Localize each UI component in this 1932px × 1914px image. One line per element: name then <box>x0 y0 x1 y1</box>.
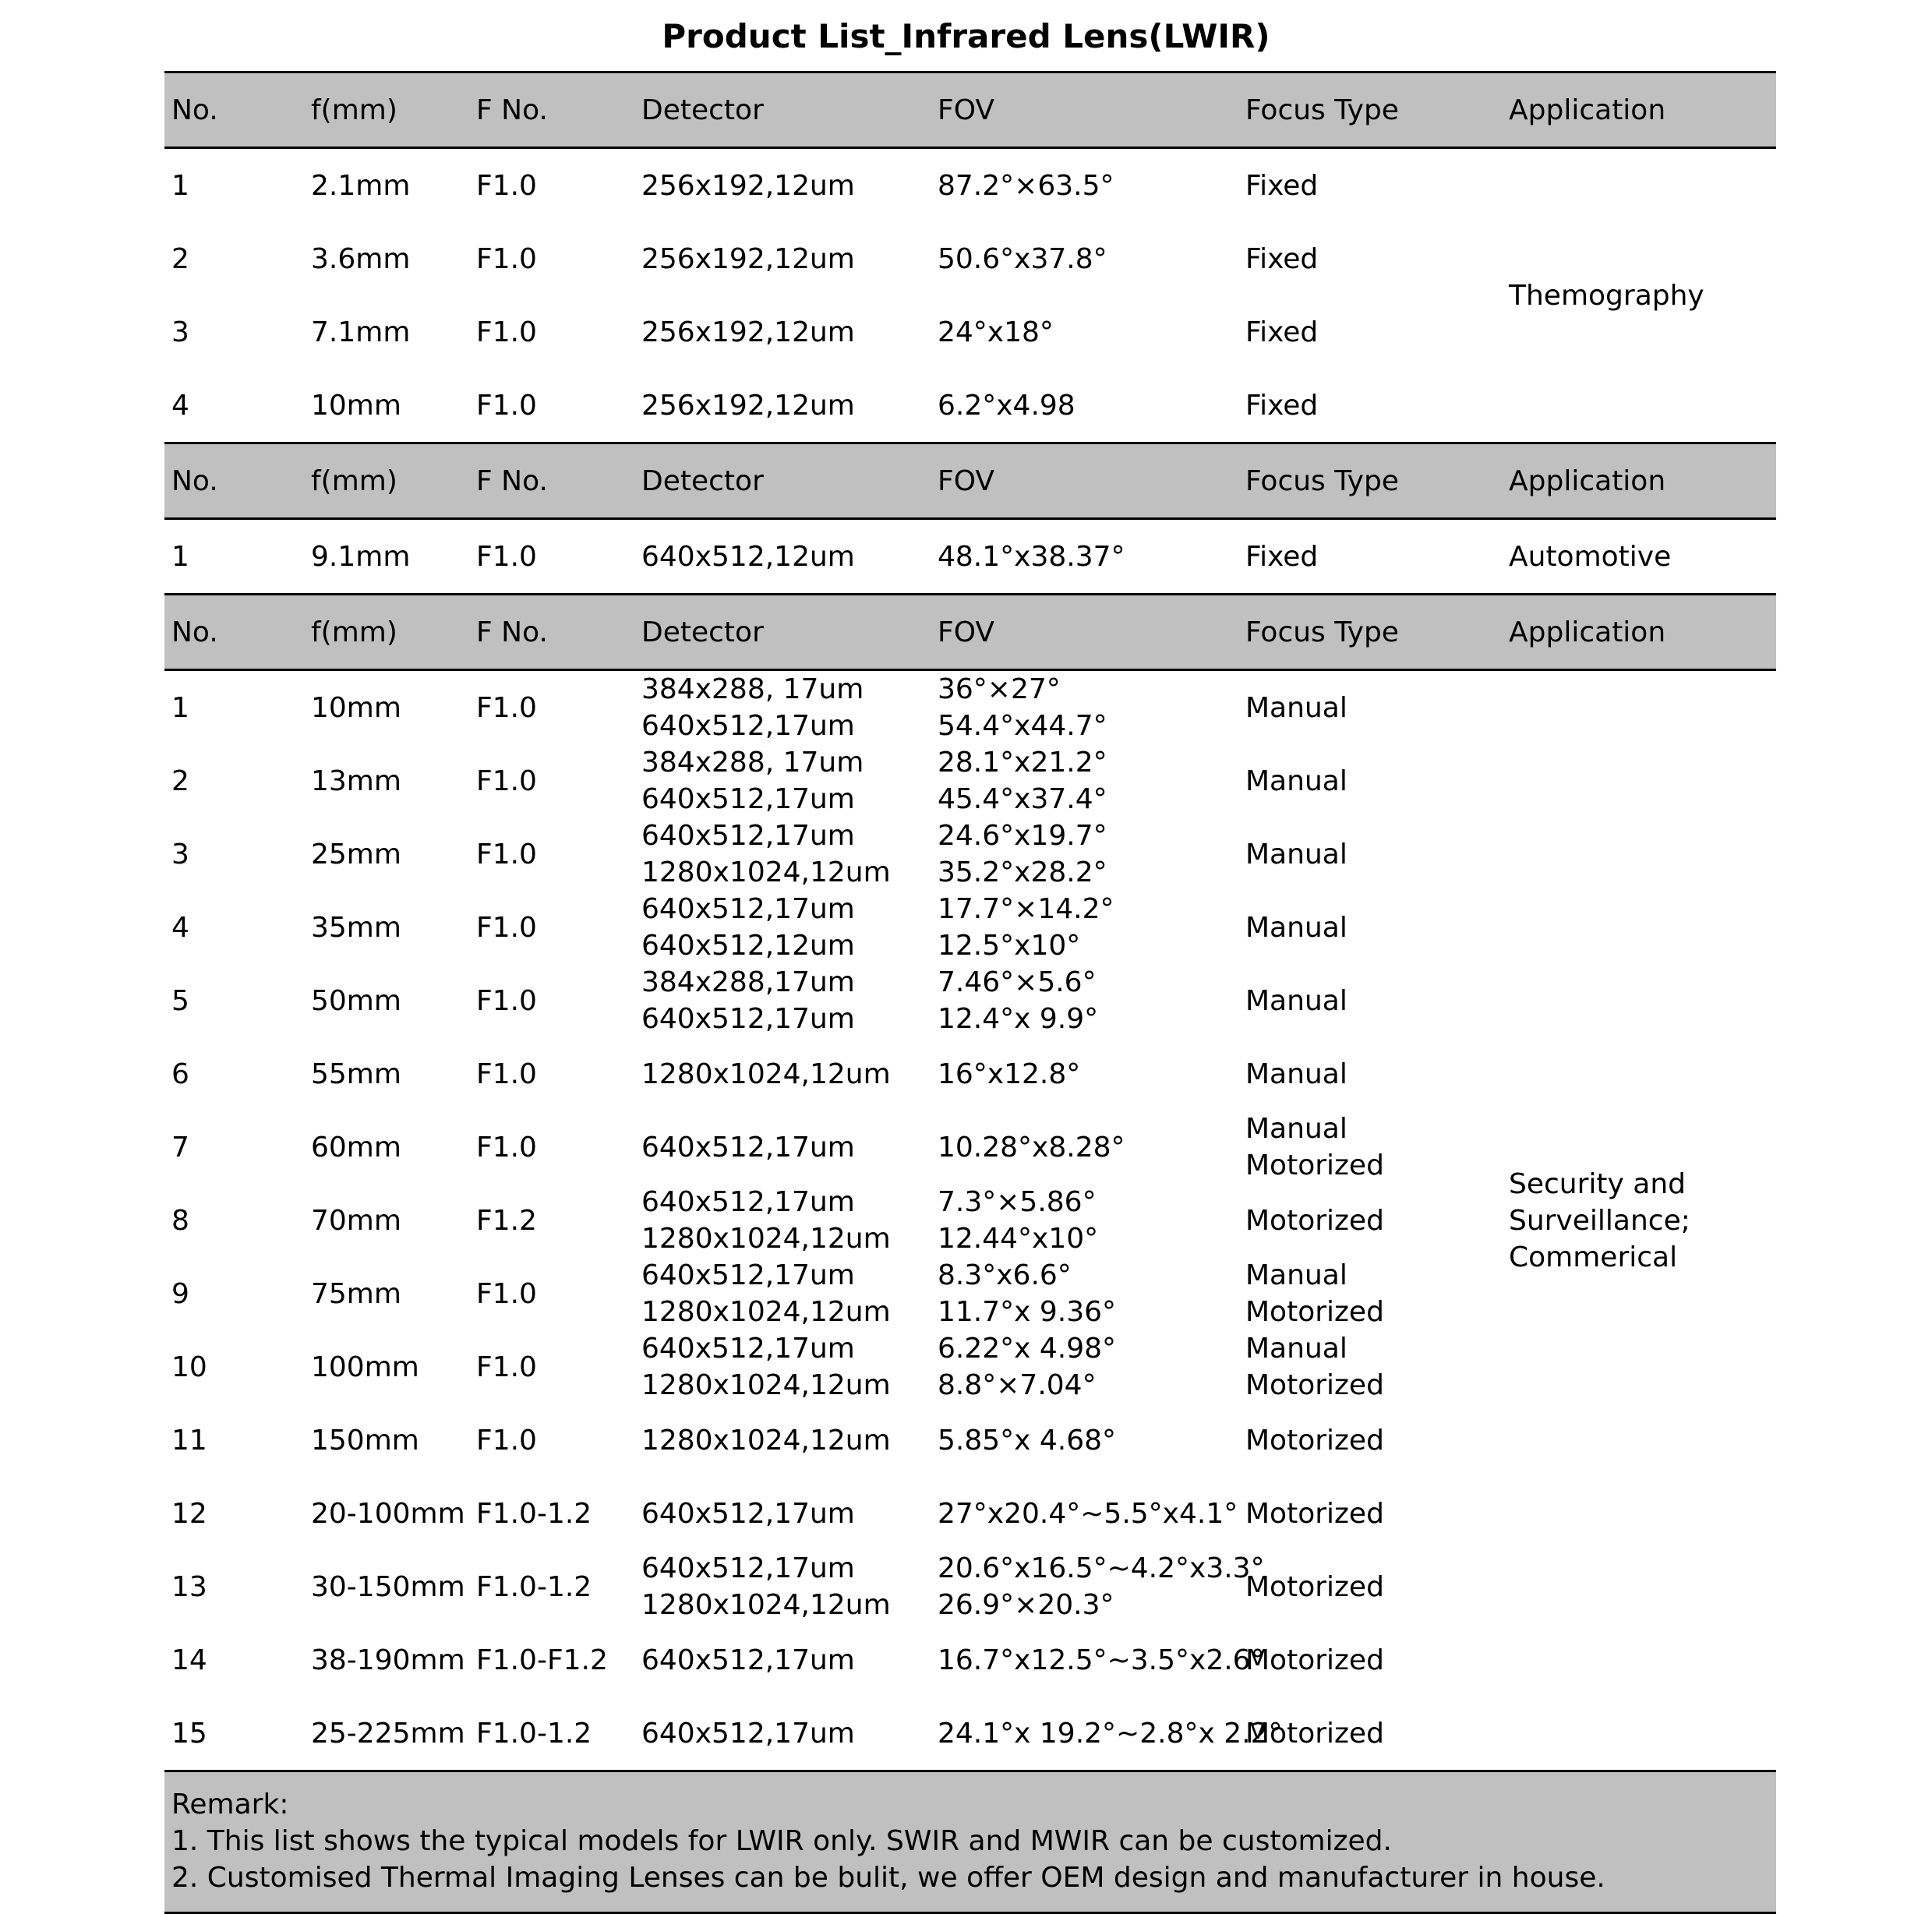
cell-focal-length: 150mm <box>311 1424 419 1457</box>
header-col-application: Application <box>1502 595 1776 670</box>
cell-focus-type <box>1238 148 1502 223</box>
cell-focus-type <box>1238 295 1502 369</box>
cell-focus-type-line: Manual <box>1245 838 1347 870</box>
cell-focal-length: 70mm <box>311 1204 401 1237</box>
cell-detector-line: 640x512,17um <box>641 820 855 852</box>
cell-detector-line: 640x512,17um <box>641 1333 855 1365</box>
cell-focus-type-line: Motorized <box>1245 1149 1384 1181</box>
cell-focus-type <box>1238 1257 1502 1330</box>
cell-focus-type <box>1238 964 1502 1037</box>
cell-fov-line: 48.1°x38.37° <box>938 540 1125 573</box>
cell-fov <box>931 1477 1238 1550</box>
cell-focus-type <box>1238 891 1502 964</box>
cell-focus-type-line: Fixed <box>1245 389 1319 422</box>
cell-focus-type-line: Motorized <box>1245 1424 1384 1457</box>
cell-focal-length: 35mm <box>311 911 401 944</box>
cell-fov <box>931 1697 1283 1771</box>
cell-application <box>1502 670 1776 1771</box>
cell-detector <box>634 295 931 369</box>
cell-fov-line: 7.46°×5.6° <box>938 966 1097 998</box>
cell-fov-line: 24°x18° <box>938 316 1054 348</box>
cell-fov-line: 45.4°x37.4° <box>938 783 1107 815</box>
cell-focal-length: 25-225mm <box>311 1717 465 1750</box>
cell-fov <box>931 1111 1238 1184</box>
cell-focus-type-line: Manual <box>1245 1113 1347 1145</box>
cell-focus-type-line: Motorized <box>1245 1497 1384 1530</box>
cell-fov-line: 24.6°x19.7° <box>938 820 1107 852</box>
cell-fov-line: 26.9°×20.3° <box>938 1589 1114 1621</box>
cell-fov-line: 24.1°x 19.2°~2.8°x 2.2° <box>938 1717 1283 1750</box>
cell-detector-line: 640x512,17um <box>641 1497 855 1530</box>
cell-focus-type-line: Manual <box>1245 1259 1347 1291</box>
cell-focal-length: 13mm <box>311 765 401 797</box>
cell-fov <box>931 1257 1238 1330</box>
cell-focus-type <box>1238 670 1502 745</box>
remark-row <box>164 1771 1776 1913</box>
cell-detector <box>634 148 931 223</box>
cell-focus-type-line: Manual <box>1245 911 1347 944</box>
cell-detector <box>634 1623 931 1697</box>
cell-focus-type <box>1238 519 1502 595</box>
cell-fov-line: 5.85°x 4.68° <box>938 1424 1117 1457</box>
cell-fov <box>931 1330 1238 1404</box>
cell-detector <box>634 964 931 1037</box>
cell-no: 2 <box>171 242 189 275</box>
cell-focus-type-line: Manual <box>1245 1333 1347 1365</box>
cell-detector-line: 1280x1024,12um <box>641 1369 891 1401</box>
cell-fov <box>931 222 1238 295</box>
cell-f-number: F1.0-F1.2 <box>476 1644 608 1676</box>
cell-no: 6 <box>171 1058 189 1090</box>
cell-detector-line: 1280x1024,12um <box>641 1223 891 1255</box>
header-col-focal-length: f(mm) <box>304 72 469 148</box>
cell-fov <box>931 1037 1238 1111</box>
cell-focus-type <box>1238 1477 1502 1550</box>
cell-focal-length: 20-100mm <box>311 1497 465 1530</box>
header-row <box>164 72 1776 148</box>
cell-fov <box>931 369 1238 443</box>
cell-focus-type <box>1238 1184 1502 1257</box>
cell-application: Automotive <box>1509 540 1672 573</box>
cell-detector <box>634 1257 931 1330</box>
cell-detector-line: 1280x1024,12um <box>641 856 891 888</box>
cell-fov <box>931 148 1238 223</box>
cell-detector-line: 640x512,17um <box>641 1259 855 1291</box>
cell-detector-line: 1280x1024,12um <box>641 1058 891 1090</box>
cell-f-number: F1.0-1.2 <box>476 1497 592 1530</box>
cell-focus-type <box>1238 369 1502 443</box>
cell-fov <box>931 744 1238 818</box>
cell-f-number: F1.0 <box>476 1058 537 1090</box>
cell-f-number: F1.0 <box>476 169 537 202</box>
cell-detector <box>634 670 931 745</box>
application-line: Security and <box>1509 1167 1687 1200</box>
cell-focus-type <box>1238 1623 1502 1697</box>
cell-fov <box>931 670 1238 745</box>
header-col-no: No. <box>164 595 304 670</box>
cell-focus-type <box>1238 1330 1502 1404</box>
cell-focus-type <box>1238 818 1502 891</box>
cell-focal-length: 60mm <box>311 1131 401 1164</box>
cell-focus-type-line: Manual <box>1245 1058 1347 1090</box>
header-col-detector: Detector <box>634 443 931 519</box>
cell-detector-line: 256x192,12um <box>641 242 855 275</box>
cell-focus-type <box>1238 1550 1502 1623</box>
cell-detector <box>634 1550 931 1623</box>
cell-fov-line: 8.8°×7.04° <box>938 1369 1097 1401</box>
cell-focus-type-line: Motorized <box>1245 1717 1384 1750</box>
cell-focal-length: 10mm <box>311 691 401 724</box>
cell-fov-line: 35.2°x28.2° <box>938 856 1107 888</box>
cell-focal-length: 9.1mm <box>311 540 411 573</box>
header-col-fov: FOV <box>931 595 1238 670</box>
cell-detector-line: 640x512,17um <box>641 1131 855 1164</box>
cell-detector-line: 640x512,17um <box>641 1003 855 1035</box>
cell-focus-type-line: Fixed <box>1245 242 1319 275</box>
remark-line: 2. Customised Thermal Imaging Lenses can be bulit, we offer OEM design and manufacturer in house. <box>171 1862 1605 1894</box>
cell-fov-line: 50.6°x37.8° <box>938 242 1107 275</box>
cell-detector <box>634 1184 931 1257</box>
header-col-detector: Detector <box>634 595 931 670</box>
cell-detector-line: 256x192,12um <box>641 389 855 422</box>
cell-no: 3 <box>171 838 189 870</box>
header-col-focal-length: f(mm) <box>304 595 469 670</box>
cell-fov <box>931 1623 1265 1697</box>
application-line: Surveillance; <box>1509 1204 1690 1237</box>
cell-focus-type-line: Manual <box>1245 691 1347 724</box>
cell-detector <box>634 222 931 295</box>
cell-detector-line: 1280x1024,12um <box>641 1589 891 1621</box>
cell-f-number: F1.0 <box>476 316 537 348</box>
cell-fov-line: 6.22°x 4.98° <box>938 1333 1117 1365</box>
cell-no: 10 <box>171 1351 207 1383</box>
cell-detector <box>634 1037 931 1111</box>
cell-f-number: F1.0 <box>476 540 537 573</box>
cell-detector-line: 256x192,12um <box>641 316 855 348</box>
cell-f-number: F1.0 <box>476 765 537 797</box>
header-col-f-number: F No. <box>469 72 634 148</box>
cell-focus-type-line: Motorized <box>1245 1369 1384 1401</box>
header-col-focal-length: f(mm) <box>304 443 469 519</box>
cell-f-number: F1.0 <box>476 1277 537 1310</box>
cell-fov <box>931 818 1238 891</box>
header-col-detector: Detector <box>634 72 931 148</box>
cell-fov-line: 17.7°×14.2° <box>938 893 1114 925</box>
cell-focus-type-line: Motorized <box>1245 1296 1384 1328</box>
cell-focus-type-line: Manual <box>1245 765 1347 797</box>
cell-detector-line: 1280x1024,12um <box>641 1424 891 1457</box>
cell-fov-line: 6.2°x4.98 <box>938 389 1075 422</box>
cell-f-number: F1.0-1.2 <box>476 1570 592 1603</box>
cell-focus-type <box>1238 1111 1502 1184</box>
cell-focal-length: 7.1mm <box>311 316 411 348</box>
cell-fov-line: 12.4°x 9.9° <box>938 1003 1099 1035</box>
cell-no: 9 <box>171 1277 189 1310</box>
page-title: Product List_Infrared Lens(LWIR) <box>662 17 1270 55</box>
cell-detector-line: 640x512,17um <box>641 1717 855 1750</box>
product-table <box>164 71 1776 1914</box>
header-row <box>164 595 1776 670</box>
cell-focus-type-line: Motorized <box>1245 1644 1384 1676</box>
header-col-focus-type: Focus Type <box>1238 443 1502 519</box>
cell-detector-line: 640x512,17um <box>641 1644 855 1676</box>
cell-f-number: F1.0 <box>476 691 537 724</box>
cell-fov-line: 10.28°x8.28° <box>938 1131 1125 1164</box>
cell-focal-length: 2.1mm <box>311 169 411 202</box>
cell-f-number: F1.0 <box>476 911 537 944</box>
table-row <box>164 519 1776 595</box>
header-col-fov: FOV <box>931 72 1238 148</box>
cell-no: 14 <box>171 1644 207 1676</box>
cell-f-number: F1.0 <box>476 1351 537 1383</box>
cell-fov <box>931 1404 1238 1477</box>
cell-fov-line: 36°×27° <box>938 673 1061 705</box>
cell-fov <box>931 295 1238 369</box>
header-col-f-number: F No. <box>469 443 634 519</box>
cell-detector-line: 384x288, 17um <box>641 747 864 779</box>
cell-detector-line: 256x192,12um <box>641 169 855 202</box>
cell-fov <box>931 1184 1238 1257</box>
cell-f-number: F1.2 <box>476 1204 537 1237</box>
cell-no: 8 <box>171 1204 189 1237</box>
cell-fov-line: 7.3°×5.86° <box>938 1186 1097 1218</box>
table-row <box>164 148 1776 223</box>
cell-focus-type-line: Motorized <box>1245 1570 1384 1603</box>
cell-focus-type-line: Fixed <box>1245 169 1319 202</box>
cell-focal-length: 3.6mm <box>311 242 411 275</box>
cell-f-number: F1.0 <box>476 1424 537 1457</box>
cell-no: 12 <box>171 1497 207 1530</box>
cell-application: Themography <box>1509 279 1704 312</box>
cell-fov-line: 27°x20.4°~5.5°x4.1° <box>938 1497 1238 1530</box>
remark-line: 1. This list shows the typical models for LWIR only. SWIR and MWIR can be customized. <box>171 1825 1392 1857</box>
cell-f-number: F1.0-1.2 <box>476 1717 592 1750</box>
cell-detector <box>634 519 931 595</box>
cell-detector <box>634 1111 931 1184</box>
cell-detector <box>634 744 931 818</box>
cell-detector <box>634 1404 931 1477</box>
cell-focal-length: 100mm <box>311 1351 419 1383</box>
cell-f-number: F1.0 <box>476 838 537 870</box>
cell-fov <box>931 1550 1265 1623</box>
cell-detector-line: 640x512,17um <box>641 783 855 815</box>
header-col-focus-type: Focus Type <box>1238 72 1502 148</box>
header-col-application: Application <box>1502 72 1776 148</box>
cell-no: 4 <box>171 389 189 422</box>
cell-no: 1 <box>171 691 189 724</box>
cell-detector-line: 1280x1024,12um <box>641 1296 891 1328</box>
cell-fov <box>931 964 1238 1037</box>
cell-fov-line: 16°x12.8° <box>938 1058 1081 1090</box>
cell-fov-line: 12.5°x10° <box>938 930 1081 962</box>
cell-detector <box>634 1330 931 1404</box>
cell-no: 11 <box>171 1424 207 1457</box>
header-row <box>164 443 1776 519</box>
cell-focal-length: 30-150mm <box>311 1570 465 1603</box>
cell-focal-length: 55mm <box>311 1058 401 1090</box>
cell-focus-type-line: Fixed <box>1245 316 1319 348</box>
cell-detector <box>634 891 931 964</box>
header-col-focus-type: Focus Type <box>1238 595 1502 670</box>
cell-focus-type <box>1238 744 1502 818</box>
cell-detector <box>634 1477 931 1550</box>
cell-detector <box>634 818 931 891</box>
cell-fov-line: 54.4°x44.7° <box>938 710 1107 742</box>
remark-label: Remark: <box>171 1789 289 1820</box>
cell-f-number: F1.0 <box>476 984 537 1017</box>
cell-no: 2 <box>171 765 189 797</box>
cell-detector <box>634 1697 931 1771</box>
cell-no: 1 <box>171 169 189 202</box>
cell-no: 4 <box>171 911 189 944</box>
cell-focus-type <box>1238 1697 1502 1771</box>
cell-no: 5 <box>171 984 189 1017</box>
cell-fov <box>931 519 1238 595</box>
cell-no: 3 <box>171 316 189 348</box>
header-col-fov: FOV <box>931 443 1238 519</box>
cell-focus-type-line: Fixed <box>1245 540 1319 573</box>
cell-fov-line: 20.6°x16.5°~4.2°x3.3° <box>938 1552 1265 1584</box>
cell-no: 13 <box>171 1570 207 1603</box>
cell-detector-line: 384x288, 17um <box>641 673 864 705</box>
cell-fov-line: 16.7°x12.5°~3.5°x2.6° <box>938 1644 1265 1676</box>
cell-focal-length: 38-190mm <box>311 1644 465 1676</box>
cell-detector-line: 640x512,17um <box>641 1552 855 1584</box>
cell-detector-line: 640x512,17um <box>641 710 855 742</box>
header-col-no: No. <box>164 443 304 519</box>
cell-no: 1 <box>171 540 189 573</box>
cell-detector-line: 640x512,12um <box>641 540 855 573</box>
cell-detector-line: 640x512,12um <box>641 930 855 962</box>
application-line: Commerical <box>1509 1241 1678 1273</box>
cell-detector <box>634 369 931 443</box>
cell-f-number: F1.0 <box>476 242 537 275</box>
cell-fov-line: 12.44°x10° <box>938 1223 1099 1255</box>
cell-focus-type <box>1238 222 1502 295</box>
cell-focus-type <box>1238 1037 1502 1111</box>
cell-detector-line: 640x512,17um <box>641 893 855 925</box>
cell-fov <box>931 891 1238 964</box>
cell-fov-line: 8.3°x6.6° <box>938 1259 1072 1291</box>
cell-no: 7 <box>171 1131 189 1164</box>
cell-f-number: F1.0 <box>476 389 537 422</box>
cell-fov-line: 11.7°x 9.36° <box>938 1296 1117 1328</box>
table-row <box>164 670 1776 745</box>
cell-focus-type <box>1238 1404 1502 1477</box>
remark-box <box>164 1771 1776 1913</box>
cell-fov-line: 87.2°×63.5° <box>938 169 1114 202</box>
cell-detector-line: 384x288,17um <box>641 966 855 998</box>
header-col-f-number: F No. <box>469 595 634 670</box>
cell-focal-length: 10mm <box>311 389 401 422</box>
cell-focus-type-line: Motorized <box>1245 1204 1384 1237</box>
header-col-no: No. <box>164 72 304 148</box>
cell-f-number: F1.0 <box>476 1131 537 1164</box>
cell-no: 15 <box>171 1717 207 1750</box>
cell-focal-length: 75mm <box>311 1277 401 1310</box>
header-col-application: Application <box>1502 443 1776 519</box>
cell-focus-type-line: Manual <box>1245 984 1347 1017</box>
cell-detector-line: 640x512,17um <box>641 1186 855 1218</box>
cell-focal-length: 50mm <box>311 984 401 1017</box>
cell-focal-length: 25mm <box>311 838 401 870</box>
cell-fov-line: 28.1°x21.2° <box>938 747 1107 779</box>
